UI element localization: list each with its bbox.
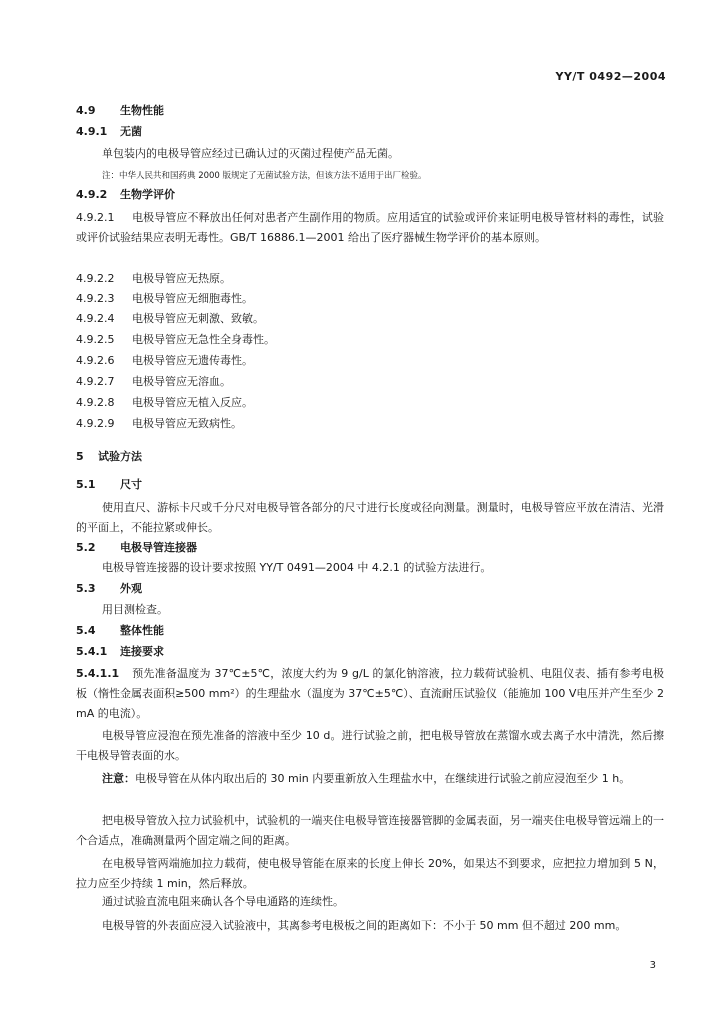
standard-number-header: YY/T 0492—2004: [555, 70, 666, 83]
paragraph: 通过试验直流电阻来确认各个导电通路的连续性。: [102, 895, 344, 908]
section-4-9-1-heading: 4.9.1 无菌: [76, 125, 142, 138]
section-4-9-heading: 4.9 生物性能: [76, 104, 164, 117]
section-4-9-1-text: 单包装内的电极导管应经过已确认过的灭菌过程使产品无菌。: [102, 147, 399, 160]
section-5-4-heading: 5.4 整体性能: [76, 624, 164, 637]
list-item: 4.9.2.5 电极导管应无急性全身毒性。: [76, 333, 275, 346]
section-5-2-text: 电极导管连接器的设计要求按照 YY/T 0491—2004 中 4.2.1 的试验方法进行。: [102, 561, 492, 574]
list-item: 4.9.2.9 电极导管应无致病性。: [76, 417, 242, 430]
section-5-1-heading: 5.1 尺寸: [76, 478, 142, 491]
paragraph: 在电极导管两端施加拉力载荷，使电极导管能在原来的长度上伸长 20%，如果达不到要求，应把拉力增加到 5 N，拉力应至少持续 1 min，然后释放。: [76, 857, 664, 890]
section-5-4-1-heading: 5.4.1 连接要求: [76, 645, 164, 658]
section-5-4-1-1: 5.4.1.1 预先准备温度为 37℃±5℃，浓度大约为 9 g/L 的氯化钠溶液，拉力载荷试验机、电阻仪表、插有参考电极板（惰性金属表面积≥500 mm²）的生理盐水（温度为 37℃±5℃）、直流耐压试验仪（能施加 100 V电压并产生至少 2 mA 的电流）。: [76, 667, 664, 720]
list-item: 4.9.2.4 电极导管应无刺激、致敏。: [76, 312, 264, 325]
section-4-9-2-heading: 4.9.2 生物学评价: [76, 188, 175, 201]
paragraph: 电极导管应浸泡在预先准备的溶液中至少 10 d。进行试验之前，把电极导管放在蒸馏水或去离子水中清洗，然后擦干电极导管表面的水。: [76, 729, 664, 762]
paragraph: 把电极导管放入拉力试验机中，试验机的一端夹住电极导管连接器管脚的金属表面，另一端夹住电极导管远端上的一个合适点，准确测量两个固定端之间的距离。: [76, 814, 664, 847]
section-5-1-text: 使用直尺、游标卡尺或千分尺对电极导管各部分的尺寸进行长度或径向测量。测量时，电极导管应平放在清洁、光滑的平面上，不能拉紧或伸长。: [76, 501, 664, 534]
section-4-9-2-1: 4.9.2.1 电极导管应不释放出任何对患者产生副作用的物质。应用适宜的试验或评价来证明电极导管材料的毒性，试验或评价试验结果应表明无毒性。GB/T 16886.1—2001 给出了医疗器械生物学评价的基本原则。: [76, 211, 664, 244]
section-5-2-heading: 5.2 电极导管连接器: [76, 541, 197, 554]
list-item: 4.9.2.6 电极导管应无遗传毒性。: [76, 354, 253, 367]
paragraph: 电极导管的外表面应浸入试验液中，其离参考电极板之间的距离如下：不小于 50 mm 但不超过 200 mm。: [102, 919, 627, 932]
page-number: 3: [649, 960, 656, 971]
section-5-3-text: 用目测检查。: [102, 603, 168, 616]
list-item: 4.9.2.7 电极导管应无溶血。: [76, 375, 231, 388]
section-5-3-heading: 5.3 外观: [76, 582, 142, 595]
list-item: 4.9.2.8 电极导管应无植入反应。: [76, 396, 253, 409]
list-item: 4.9.2.3 电极导管应无细胞毒性。: [76, 292, 253, 305]
section-4-9-1-note: 注：中华人民共和国药典 2000 版规定了无菌试验方法，但该方法不适用于出厂检验。: [102, 171, 427, 181]
section-5-heading: 5 试验方法: [76, 450, 142, 463]
caution-paragraph: 注意：电极导管在从体内取出后的 30 min 内要重新放入生理盐水中，在继续进行试验之前应浸泡至少 1 h。: [102, 772, 631, 785]
list-item: 4.9.2.2 电极导管应无热原。: [76, 272, 231, 285]
